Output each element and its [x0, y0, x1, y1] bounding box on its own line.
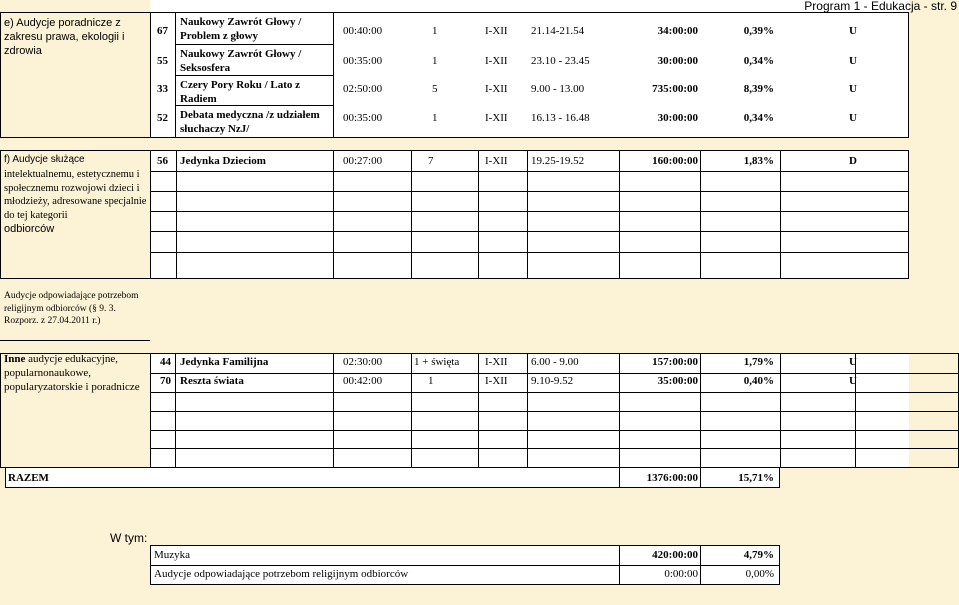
- e-row-4-freq: 1: [432, 112, 438, 124]
- inne-row-1-num: 44: [160, 356, 171, 368]
- w-tym-row-1-pct: 4,79%: [743, 549, 774, 561]
- e-row-3-num: 33: [157, 83, 168, 95]
- f-row-1-pct: 1,83%: [743, 155, 774, 167]
- e-row-4-pct: 0,34%: [743, 112, 774, 124]
- e-row-4-time: 16.13 - 16.48: [531, 112, 590, 124]
- inne-row-1-type: U: [849, 356, 857, 368]
- razem-pct: 15,71%: [738, 472, 774, 484]
- inne-row-1-duration: 02:30:00: [343, 356, 383, 368]
- e-row-3-total: 735:00:00: [652, 83, 698, 95]
- e-row-4-total: 30:00:00: [657, 112, 698, 124]
- section-inne-label: [4, 352, 148, 394]
- e-row-3-time: 9.00 - 13.00: [531, 83, 585, 95]
- e-row-2-num: 55: [157, 55, 168, 67]
- e-row-2-type: U: [849, 55, 857, 67]
- inne-row-2-pct: 0,40%: [743, 375, 774, 387]
- e-row-3-pct: 8,39%: [743, 83, 774, 95]
- inne-row-1-total: 157:00:00: [652, 356, 698, 368]
- e-row-1-time: 21.14-21.54: [531, 25, 585, 37]
- e-row-1-duration: 00:40:00: [343, 25, 383, 37]
- e-row-1-title: Naukowy Zawrót Głowy / Problem z głowy: [180, 16, 302, 43]
- e-row-1-type: U: [849, 25, 857, 37]
- f-row-1-duration: 00:27:00: [343, 155, 383, 167]
- e-row-1-pct: 0,39%: [743, 25, 774, 37]
- section-f-label-body: intelektualnemu, estetycznemu i społecznemu rozwojowi dzieci i młodzieży, adresowane specjalnie do tej kategorii: [4, 169, 147, 221]
- e-row-4-months: I-XII: [485, 112, 508, 124]
- inne-row-1-months: I-XII: [485, 356, 508, 368]
- e-row-4-duration: 00:35:00: [343, 112, 383, 124]
- f-row-1-num: 56: [157, 155, 168, 167]
- razem-label: RAZEM: [8, 472, 49, 484]
- section-e-label: [4, 16, 146, 58]
- f-row-1-total: 160:00:00: [652, 155, 698, 167]
- e-row-3-type: U: [849, 83, 857, 95]
- section-e-label-text: e) Audycje poradnicze z zakresu prawa, ekologii i zdrowia: [4, 17, 125, 58]
- section-relig-label: Audycje odpowiadające potrzebom religijnym odbiorców (§ 9. 3. Rozporz. z 27.04.2011 r.): [4, 291, 139, 327]
- section-f-label-first: f) Audycje służące: [4, 154, 85, 165]
- f-row-1-freq: 7: [428, 155, 434, 167]
- e-row-2-time: 23.10 - 23.45: [531, 55, 590, 67]
- section-inne-label-rest: audycje edukacyjne, popularnonaukowe, popularyzatorskie i poradnicze: [4, 353, 140, 394]
- e-row-1-total: 34:00:00: [657, 25, 698, 37]
- e-row-2-total: 30:00:00: [657, 55, 698, 67]
- inne-row-2-time: 9.10-9.52: [531, 375, 574, 387]
- inne-row-1-title: Jedynka Familijna: [180, 356, 269, 368]
- w-tym-row-1-label: Muzyka: [154, 549, 191, 561]
- e-row-1-months: I-XII: [485, 25, 508, 37]
- inne-row-1-pct: 1,79%: [743, 356, 774, 368]
- f-row-1-type: D: [849, 155, 857, 167]
- e-row-2-title: Naukowy Zawrót Głowy / Seksosfera: [180, 48, 302, 75]
- e-row-1-num: 67: [157, 25, 168, 37]
- e-row-3-title: Czery Pory Roku / Lato z Radiem: [180, 79, 301, 106]
- inne-row-2-freq: 1: [428, 375, 434, 387]
- f-row-1-title: Jedynka Dzieciom: [180, 155, 266, 167]
- e-row-2-duration: 00:35:00: [343, 55, 383, 67]
- inne-row-2-type: U: [849, 375, 857, 387]
- section-inne-label-bold: Inne: [4, 353, 26, 365]
- f-row-1-months: I-XII: [485, 155, 508, 167]
- w-tym-row-2-label: Audycje odpowiadające potrzebom religijnym odbiorców: [154, 568, 409, 580]
- e-row-4-type: U: [849, 112, 857, 124]
- inne-row-2-duration: 00:42:00: [343, 375, 383, 387]
- e-row-4-num: 52: [157, 112, 168, 124]
- e-row-3-months: I-XII: [485, 83, 508, 95]
- inne-row-2-total: 35:00:00: [657, 375, 698, 387]
- e-row-3-duration: 02:50:00: [343, 83, 383, 95]
- inne-row-2-title: Reszta świata: [180, 375, 244, 387]
- f-row-1-time: 19.25-19.52: [531, 155, 585, 167]
- section-f-label-last: odbiorców: [4, 223, 55, 235]
- e-row-2-months: I-XII: [485, 55, 508, 67]
- e-row-2-freq: 1: [432, 55, 438, 67]
- e-row-2-pct: 0,34%: [743, 55, 774, 67]
- e-row-3-freq: 5: [432, 83, 438, 95]
- e-row-4-title: Debata medyczna /z udziałem słuchaczy NzJ/: [180, 109, 320, 136]
- inne-row-2-num: 70: [160, 375, 171, 387]
- w-tym-row-1-total: 420:00:00: [652, 549, 698, 561]
- w-tym-row-2-pct: 0,00%: [745, 568, 774, 580]
- e-row-1-freq: 1: [432, 25, 438, 37]
- inne-row-1-freq: 1 + święta: [414, 356, 460, 368]
- w-tym-label: W tym:: [110, 531, 148, 545]
- page-label: Program 1 - Edukacja - str. 9: [804, 0, 957, 13]
- inne-row-1-time: 6.00 - 9.00: [531, 356, 579, 368]
- w-tym-row-2-total: 0:00:00: [664, 568, 698, 580]
- razem-total: 1376:00:00: [646, 472, 698, 484]
- inne-row-2-months: I-XII: [485, 375, 508, 387]
